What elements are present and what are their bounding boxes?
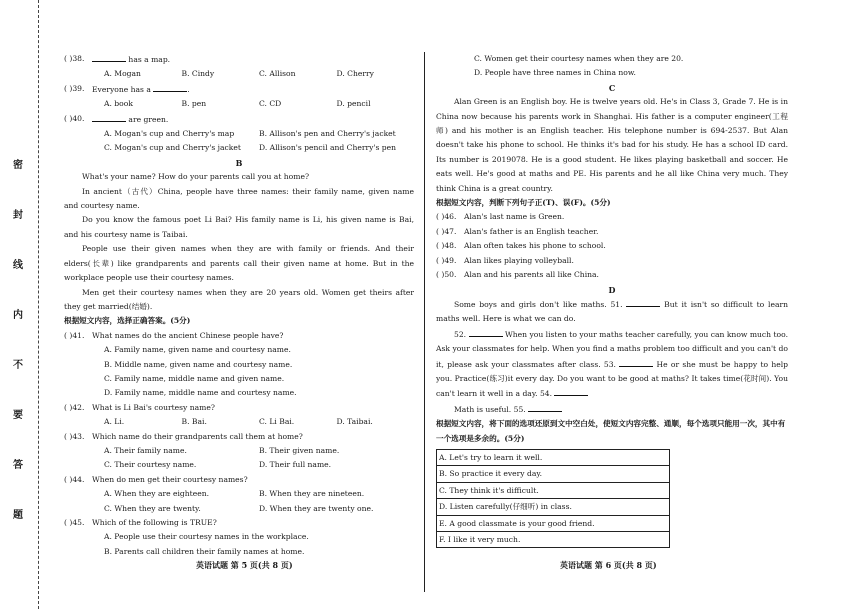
options-44a (64, 487, 414, 501)
question-stem: What is Li Bai's courtesy name? (92, 402, 215, 412)
tf-statement: Alan's last name is Green. (464, 212, 565, 222)
answer-slot[interactable]: ( )40. (64, 113, 85, 123)
options-42 (64, 415, 414, 429)
options-43a (64, 444, 414, 458)
section-heading-b: B (235, 157, 243, 168)
option: B. Their given name. (259, 445, 340, 455)
options-43b (64, 458, 414, 472)
option-d: E. A good classmate is your good friend. (437, 516, 669, 532)
option: B. Allison's pen and Cherry's jacket (259, 129, 396, 139)
question-38 (64, 52, 414, 67)
tf-item (436, 254, 788, 268)
page-footer-left: 英语试题 第 5 页(共 8 页) (196, 560, 293, 570)
left-column (64, 52, 414, 559)
question-end: . (187, 84, 190, 94)
question-41 (64, 329, 414, 343)
tf-statement: Alan likes playing volleyball. (464, 255, 574, 265)
answer-slot[interactable]: ( )45. (64, 518, 85, 527)
blank-52[interactable] (469, 327, 503, 337)
blank-51[interactable] (626, 297, 660, 307)
options-box (436, 449, 670, 548)
question-stem: Which of the following is TRUE? (92, 518, 217, 527)
option: B. Parents call children their family names at home. (104, 546, 305, 556)
blank[interactable] (153, 82, 190, 94)
option: D. Allison's pencil and Cherry's pen (259, 143, 397, 153)
option: A. Mogan (104, 69, 141, 79)
seal-char: 内 (13, 310, 23, 321)
text-run: 52. (454, 329, 467, 339)
passage-paragraph: People use their given names when they are with family or friends. And their elders(长辈) like grandparents and parents call their given name at home. But in the workplace people use their courtesy names. (64, 244, 414, 283)
instruction-b: 根据短文内容，选择正确答案。(5分) (64, 316, 191, 326)
blank-55[interactable] (528, 402, 562, 412)
passage-paragraph: Do you know the famous poet Li Bai? His family name is Li, his given name is Bai, and his courtesy name is Taibai. (64, 215, 414, 239)
options-39 (64, 97, 414, 111)
answer-slot[interactable]: ( )41. (64, 330, 85, 340)
options-44b (64, 502, 414, 516)
option: A. When they are eighteen. (104, 489, 210, 499)
question-42 (64, 401, 414, 415)
right-column (436, 52, 788, 548)
seal-char: 题 (13, 510, 23, 521)
option: C. CD (259, 99, 282, 109)
seal-margin (0, 0, 39, 609)
option: D. Cherry (336, 69, 374, 79)
option: D. Family name, middle name and courtesy name. (104, 388, 297, 398)
answer-slot[interactable]: ( )49. (436, 255, 457, 265)
option: C. Mogan's cup and Cherry's jacket (104, 143, 241, 153)
option: D. pencil (336, 99, 371, 109)
option: A. Their family name. (104, 445, 187, 455)
instruction-d: 根据短文内容，将下面的选项还原到文中空白处，使短文内容完整、通顺，每个选项只能用一次，其中有一个选项是多余的。(5分) (436, 419, 786, 443)
passage-d-paragraph (436, 297, 788, 327)
options-40a (64, 127, 414, 141)
blank[interactable] (92, 112, 126, 122)
option: A. Mogan's cup and Cherry's map (104, 129, 235, 139)
question-stem: has a map. (128, 55, 171, 64)
question-stem: What names do the ancient Chinese people have? (92, 330, 284, 340)
option: B. Middle name, given name and courtesy name. (104, 359, 293, 369)
question-43 (64, 430, 414, 444)
answer-slot[interactable]: ( )47. (436, 226, 457, 236)
option-d: F. I like it very much. (439, 535, 521, 544)
option: A. Li. (104, 417, 125, 427)
seal-char: 密 (13, 160, 23, 171)
seal-char: 要 (13, 410, 23, 421)
text-run: When you listen to your maths teacher carefully, you can know much too. Ask your classmates for help. When you find a maths problem too difficult and you can't do it, please ask your classmates after class. 53. (436, 329, 788, 369)
question-39 (64, 82, 414, 97)
section-heading-c: C (608, 82, 616, 93)
option: A. Family name, given name and courtesy name. (104, 345, 291, 355)
seal-char: 答 (13, 460, 23, 471)
option-d: B. So practice it every day. (437, 466, 669, 482)
question-40 (64, 112, 414, 127)
instruction-c: 根据短文内容，判断下列句子正(T)、误(F)。(5分) (436, 198, 611, 208)
blank-53[interactable] (619, 357, 653, 367)
option: C. Their courtesy name. (104, 460, 197, 470)
passage-d-paragraph (436, 327, 788, 402)
question-stem: When do men get their courtesy names? (92, 474, 248, 484)
answer-slot[interactable]: ( )44. (64, 474, 85, 484)
option: D. When they are twenty one. (259, 503, 374, 513)
answer-slot[interactable]: ( )39. (64, 83, 85, 93)
answer-slot[interactable]: ( )38. (64, 54, 85, 63)
blank[interactable] (92, 52, 126, 62)
tf-item (436, 268, 788, 282)
option: D. Taibai. (336, 417, 373, 427)
question-stem: are green. (128, 114, 169, 124)
option: C. Allison (259, 69, 296, 79)
tf-item (436, 239, 788, 253)
option: B. Bai. (181, 417, 207, 427)
options-38 (64, 67, 414, 81)
option: C. Li Bai. (259, 417, 295, 427)
text-run: Some boys and girls don't like maths. 51. (454, 299, 623, 309)
tf-statement: Alan often takes his phone to school. (464, 241, 606, 251)
option: D. Their full name. (259, 460, 332, 470)
seal-char: 不 (13, 360, 23, 371)
option: D. People have three names in China now. (474, 68, 636, 78)
seal-char: 封 (13, 210, 23, 221)
option: A. People use their courtesy names in the workplace. (104, 532, 309, 542)
option: C. When they are twenty. (104, 503, 201, 513)
page-footer-right: 英语试题 第 6 页(共 8 页) (560, 560, 657, 570)
passage-paragraph: What's your name? How do your parents call you at home? (82, 172, 310, 182)
option: C. Women get their courtesy names when they are 20. (474, 54, 684, 63)
text-run: Math is useful. 55. (454, 404, 526, 414)
answer-slot[interactable]: ( )48. (436, 241, 457, 251)
text-run: But it isn't so difficult to learn maths well. Here is what we can do. (436, 299, 789, 324)
section-heading-d: D (608, 284, 616, 295)
passage-paragraph: Men get their courtesy names when they are 20 years old. Women get theirs after they get married(结婚). (64, 287, 414, 311)
seal-char: 线 (13, 260, 23, 271)
option-d: A. Let's try to learn it well. (437, 450, 669, 466)
answer-slot[interactable]: ( )43. (64, 431, 85, 441)
option-d: D. Listen carefully(仔细听) in class. (437, 499, 669, 515)
passage-paragraph: In ancient（古代）China, people have three names: their family name, given name and courtesy name. (64, 186, 414, 211)
text-run: He or she must be happy to help you. Practice(练习)it every day. Do you want to be good at maths? It takes time(花时间). You can't learn it well in a day. 54. (436, 359, 788, 399)
answer-slot[interactable]: ( )50. (436, 270, 457, 280)
answer-slot[interactable]: ( )46. (436, 212, 457, 222)
tf-statement: Alan and his parents all like China. (464, 270, 599, 280)
option: A. book (104, 99, 133, 109)
options-40b (64, 141, 414, 155)
column-divider (424, 52, 425, 592)
passage-c: Alan Green is an English boy. He is twelve years old. He's in Class 3, Grade 7. He is in China now because his parents work in Shanghai. His father is a computer engineer(工程师) and his mother is an English teacher. His telephone number is 694-2537. But Alan doesn't take his phone to school. He thinks it's bad for his study. He has a school ID card. Its number is 2019078. He is a good student. He likes playing basketball and soccer. He eats well. He's good at maths and PE. His parents and he all like China very much. They think China is a great country. (436, 97, 788, 193)
question-45 (64, 516, 414, 530)
tf-item (436, 210, 788, 224)
passage-d-paragraph (436, 402, 788, 417)
option: B. pen (181, 99, 207, 109)
blank-54[interactable] (554, 386, 588, 396)
question-stem: Everyone has a (92, 84, 151, 94)
tf-statement: Alan's father is an English teacher. (464, 226, 599, 236)
question-44 (64, 473, 414, 487)
question-stem: Which name do their grandparents call them at home? (92, 431, 303, 441)
option: B. Cindy (181, 69, 215, 79)
option: C. Family name, middle name and given name. (104, 373, 285, 383)
answer-slot[interactable]: ( )42. (64, 402, 85, 412)
option: B. When they are nineteen. (259, 489, 365, 499)
tf-item (436, 225, 788, 239)
option-d: C. They think it's difficult. (437, 483, 669, 499)
